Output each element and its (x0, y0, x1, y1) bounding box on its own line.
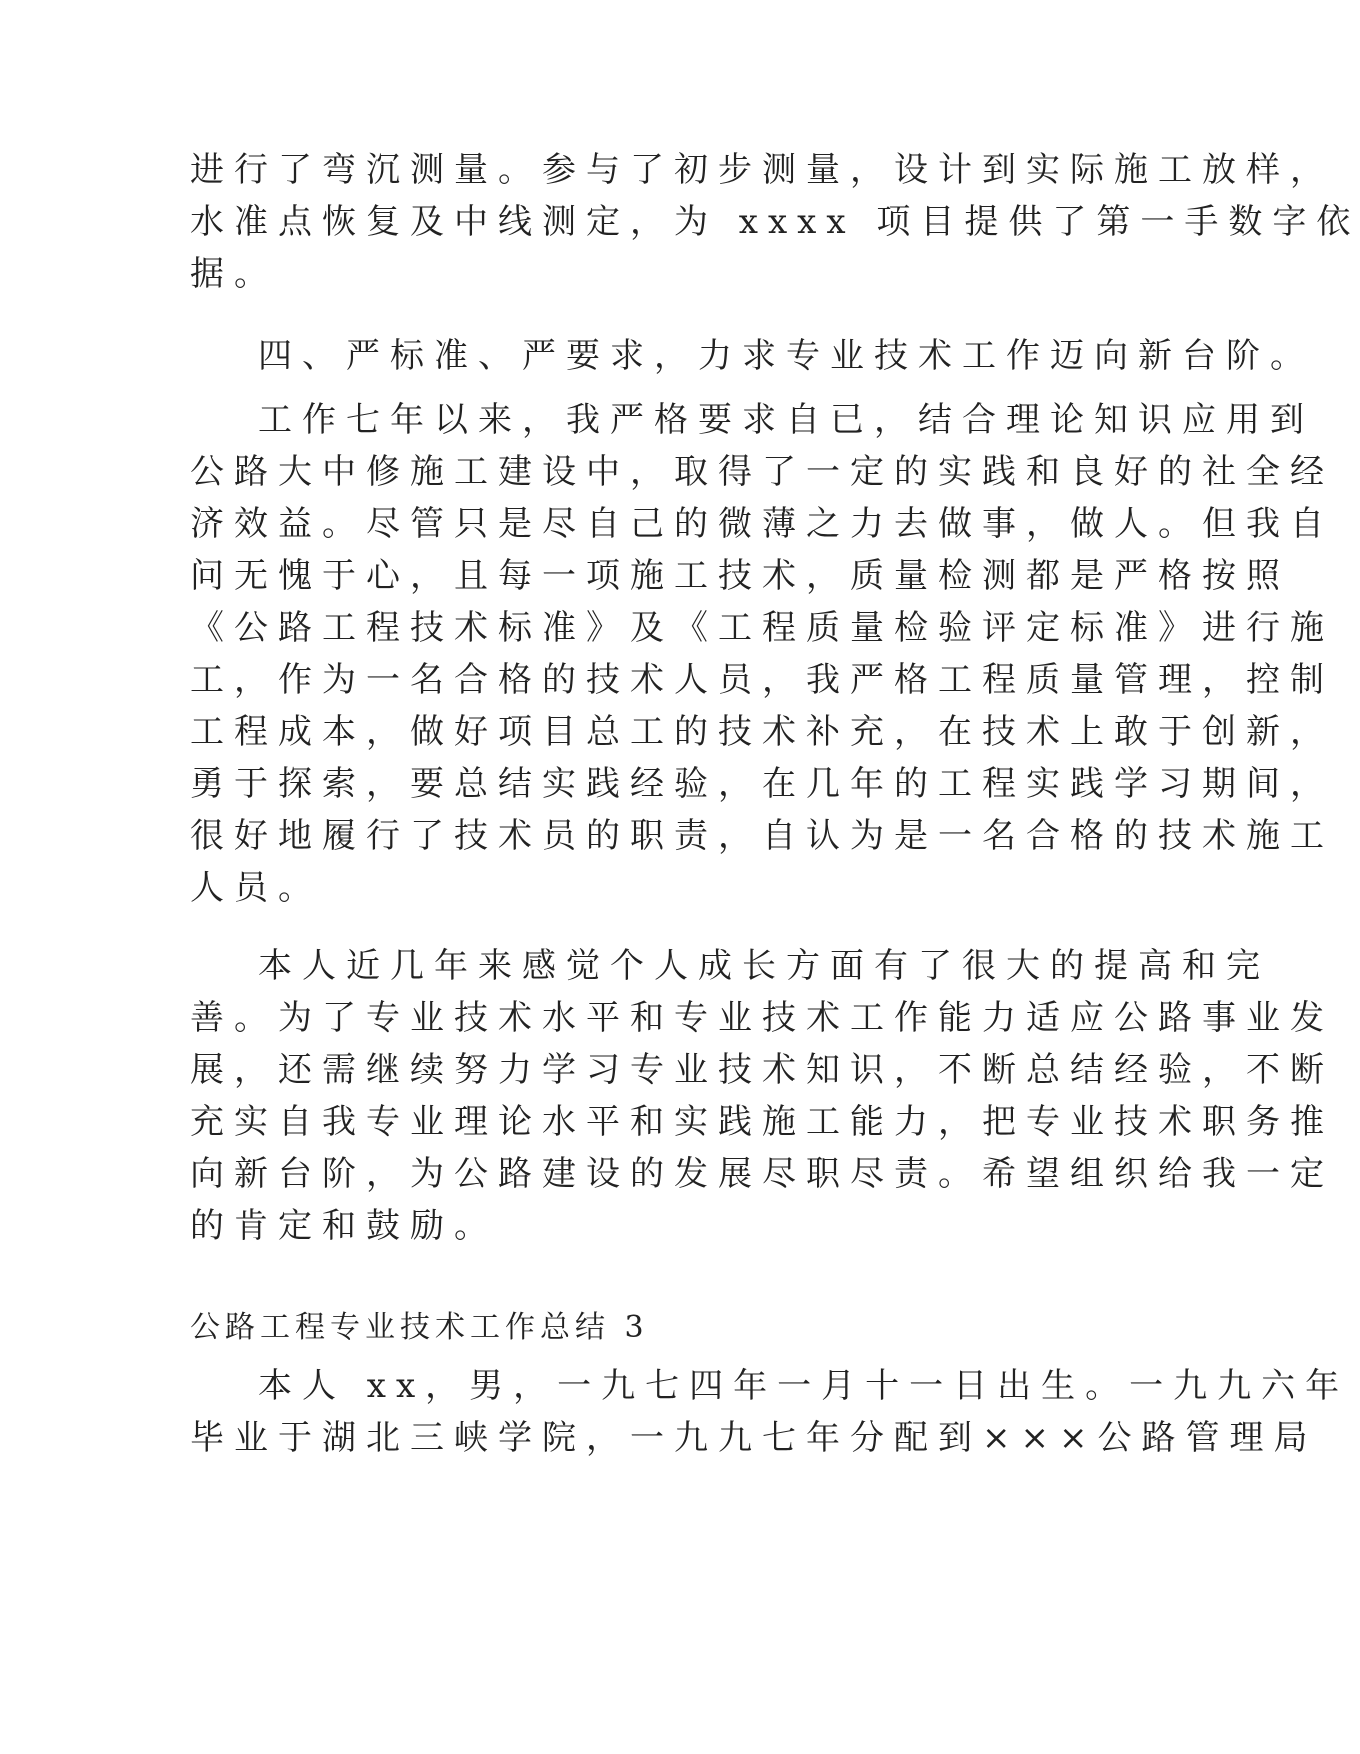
section-heading: 四、严标准、严要求，力求专业技术工作迈向新台阶。 (258, 336, 1314, 376)
text-line: 毕业于湖北三峡学院，一九九七年分配到×××公路管理局 (190, 1418, 1318, 1458)
text-line: 工作七年以来，我严格要求自已，结合理论知识应用到 (258, 400, 1314, 440)
text-line: 人员。 (190, 868, 322, 908)
text-line: 公路大中修施工建设中，取得了一定的实践和良好的社全经 (190, 452, 1334, 492)
text-line: 工，作为一名合格的技术人员，我严格工程质量管理，控制 (190, 660, 1334, 700)
text-line: 向新台阶，为公路建设的发展尽职尽责。希望组织给我一定 (190, 1154, 1334, 1194)
text-line: 展，还需继续努力学习专业技术知识，不断总结经验，不断 (190, 1050, 1334, 1090)
text-line: 善。为了专业技术水平和专业技术工作能力适应公路事业发 (190, 998, 1334, 1038)
text-line: 济效益。尽管只是尽自己的微薄之力去做事，做人。但我自 (190, 504, 1334, 544)
text-line: 工程成本，做好项目总工的技术补充，在技术上敢于创新， (190, 712, 1334, 752)
document-section-title: 公路工程专业技术工作总结 3 (190, 1310, 649, 1345)
text-line: 《公路工程技术标准》及《工程质量检验评定标准》进行施 (190, 608, 1334, 648)
text-line: 进行了弯沉测量。参与了初步测量，设计到实际施工放样， (190, 150, 1334, 190)
text-line: 据。 (190, 254, 278, 294)
text-line: 问无愧于心，且每一项施工技术，质量检测都是严格按照 (190, 556, 1290, 596)
text-line: 本人近几年来感觉个人成长方面有了很大的提高和完 (258, 946, 1270, 986)
text-line: 很好地履行了技术员的职责，自认为是一名合格的技术施工 (190, 816, 1334, 856)
text-line: 本人 xx，男，一九七四年一月十一日出生。一九九六年 (258, 1366, 1350, 1406)
text-line: 充实自我专业理论水平和实践施工能力，把专业技术职务推 (190, 1102, 1334, 1142)
text-line: 水准点恢复及中线测定，为 xxxx 项目提供了第一手数字依 (190, 202, 1360, 242)
text-line: 的肯定和鼓励。 (190, 1206, 498, 1246)
text-line: 勇于探索，要总结实践经验，在几年的工程实践学习期间， (190, 764, 1334, 804)
